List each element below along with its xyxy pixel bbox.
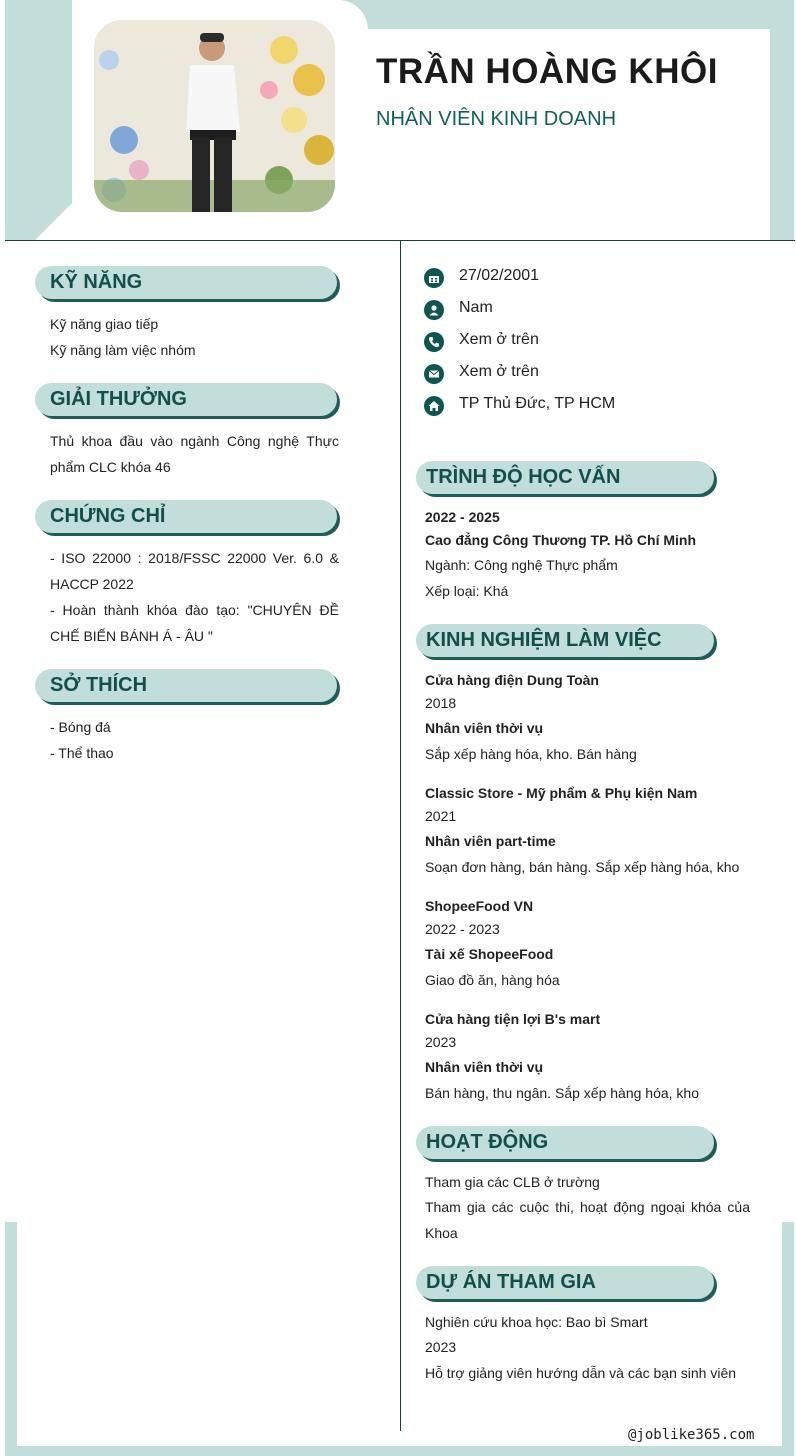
job-description: Sắp xếp hàng hóa, kho. Bán hàng: [425, 746, 637, 762]
section-title: DỰ ÁN THAM GIA: [426, 1271, 596, 1293]
contact-value: Xem ở trên: [459, 331, 539, 348]
contact-value: TP Thủ Đức, TP HCM: [459, 395, 616, 412]
job-period: 2021: [425, 808, 457, 824]
skill-item: Kỹ năng làm việc nhóm: [50, 342, 196, 358]
hobby-item: - Bóng đá: [50, 719, 111, 735]
contact-value: Nam: [459, 299, 493, 316]
job-period: 2018: [425, 695, 457, 711]
section-header-experience: [416, 624, 714, 657]
phone-icon: [424, 332, 444, 352]
section-header-certificates: [35, 500, 337, 533]
activity-item: Tham gia các CLB ở trường: [425, 1174, 600, 1190]
job-description: Giao đồ ăn, hàng hóa: [425, 972, 560, 988]
education-major: Ngành: Công nghệ Thực phẩm: [425, 557, 618, 573]
user-icon: [424, 300, 444, 320]
certificate-item: - ISO 22000 : 2018/FSSC 22000 Ver. 6.0 & HACCP 2022: [50, 550, 339, 592]
project-description: Hỗ trợ giảng viên hướng dẫn và các bạn sinh viên: [425, 1365, 737, 1381]
education-period: 2022 - 2025: [425, 509, 500, 525]
education-grade: Xếp loại: Khá: [425, 583, 509, 599]
job-company: Classic Store - Mỹ phẩm & Phụ kiện Nam: [425, 785, 698, 801]
mail-icon: [424, 364, 444, 384]
contact-value: Xem ở trên: [459, 363, 539, 380]
calendar-icon: [424, 268, 444, 288]
frame-right-border: [782, 1222, 794, 1456]
project-name: Nghiên cứu khoa học: Bao bì Smart: [425, 1314, 648, 1330]
job-period: 2023: [425, 1034, 457, 1050]
column-divider: [400, 241, 401, 1431]
section-header-awards: [35, 383, 337, 416]
section-title: HOẠT ĐỘNG: [426, 1131, 549, 1153]
hobby-item: - Thể thao: [50, 745, 114, 761]
job-company: Cửa hàng điện Dung Toàn: [425, 672, 599, 688]
award-text: Thủ khoa đầu vào ngành Công nghệ Thực phẩm CLC khóa 46: [50, 433, 339, 475]
candidate-position: NHÂN VIÊN KINH DOANH: [376, 108, 617, 130]
photo-card-corner: [35, 195, 80, 240]
section-title: GIẢI THƯỞNG: [50, 388, 187, 410]
job-company: Cửa hàng tiện lợi B's mart: [425, 1011, 601, 1027]
section-header-education: [416, 461, 714, 494]
frame-left-border: [5, 1222, 17, 1456]
home-icon: [424, 396, 444, 416]
section-title: KỸ NĂNG: [50, 271, 143, 293]
skill-item: Kỹ năng giao tiếp: [50, 316, 159, 332]
activity-item: Tham gia các cuộc thi, hoạt động ngoại khóa của Khoa: [425, 1199, 750, 1241]
watermark: @joblike365.com: [628, 1427, 755, 1443]
section-title: SỞ THÍCH: [50, 674, 148, 696]
profile-photo: [94, 20, 335, 212]
section-header-skills: [35, 266, 337, 299]
job-description: Bán hàng, thu ngân. Sắp xếp hàng hóa, kho: [425, 1085, 700, 1101]
certificate-item: - Hoàn thành khóa đào tạo: "CHUYÊN ĐỀ CHẾ BIẾN BÁNH Á - ÂU ": [50, 602, 339, 644]
contact-value: 27/02/2001: [459, 267, 540, 284]
job-role: Nhân viên thời vụ: [425, 1059, 544, 1075]
job-role: Nhân viên part-time: [425, 833, 556, 849]
job-role: Nhân viên thời vụ: [425, 720, 544, 736]
frame-bottom-border: [5, 1446, 794, 1456]
project-period: 2023: [425, 1339, 457, 1355]
section-title: TRÌNH ĐỘ HỌC VẤN: [426, 466, 621, 488]
section-header-activities: [416, 1126, 714, 1159]
job-company: ShopeeFood VN: [425, 898, 534, 914]
job-role: Tài xế ShopeeFood: [425, 946, 554, 962]
education-school: Cao đẳng Công Thương TP. Hồ Chí Minh: [425, 532, 697, 548]
section-title: KINH NGHIỆM LÀM VIỆC: [426, 629, 662, 651]
section-title: CHỨNG CHỈ: [50, 505, 166, 527]
section-header-projects: [416, 1266, 714, 1299]
job-description: Soạn đơn hàng, bán hàng. Sắp xếp hàng hóa, kho: [425, 859, 740, 875]
job-period: 2022 - 2023: [425, 921, 500, 937]
candidate-name: TRẦN HOÀNG KHÔI: [376, 52, 718, 91]
section-header-hobbies: [35, 669, 337, 702]
